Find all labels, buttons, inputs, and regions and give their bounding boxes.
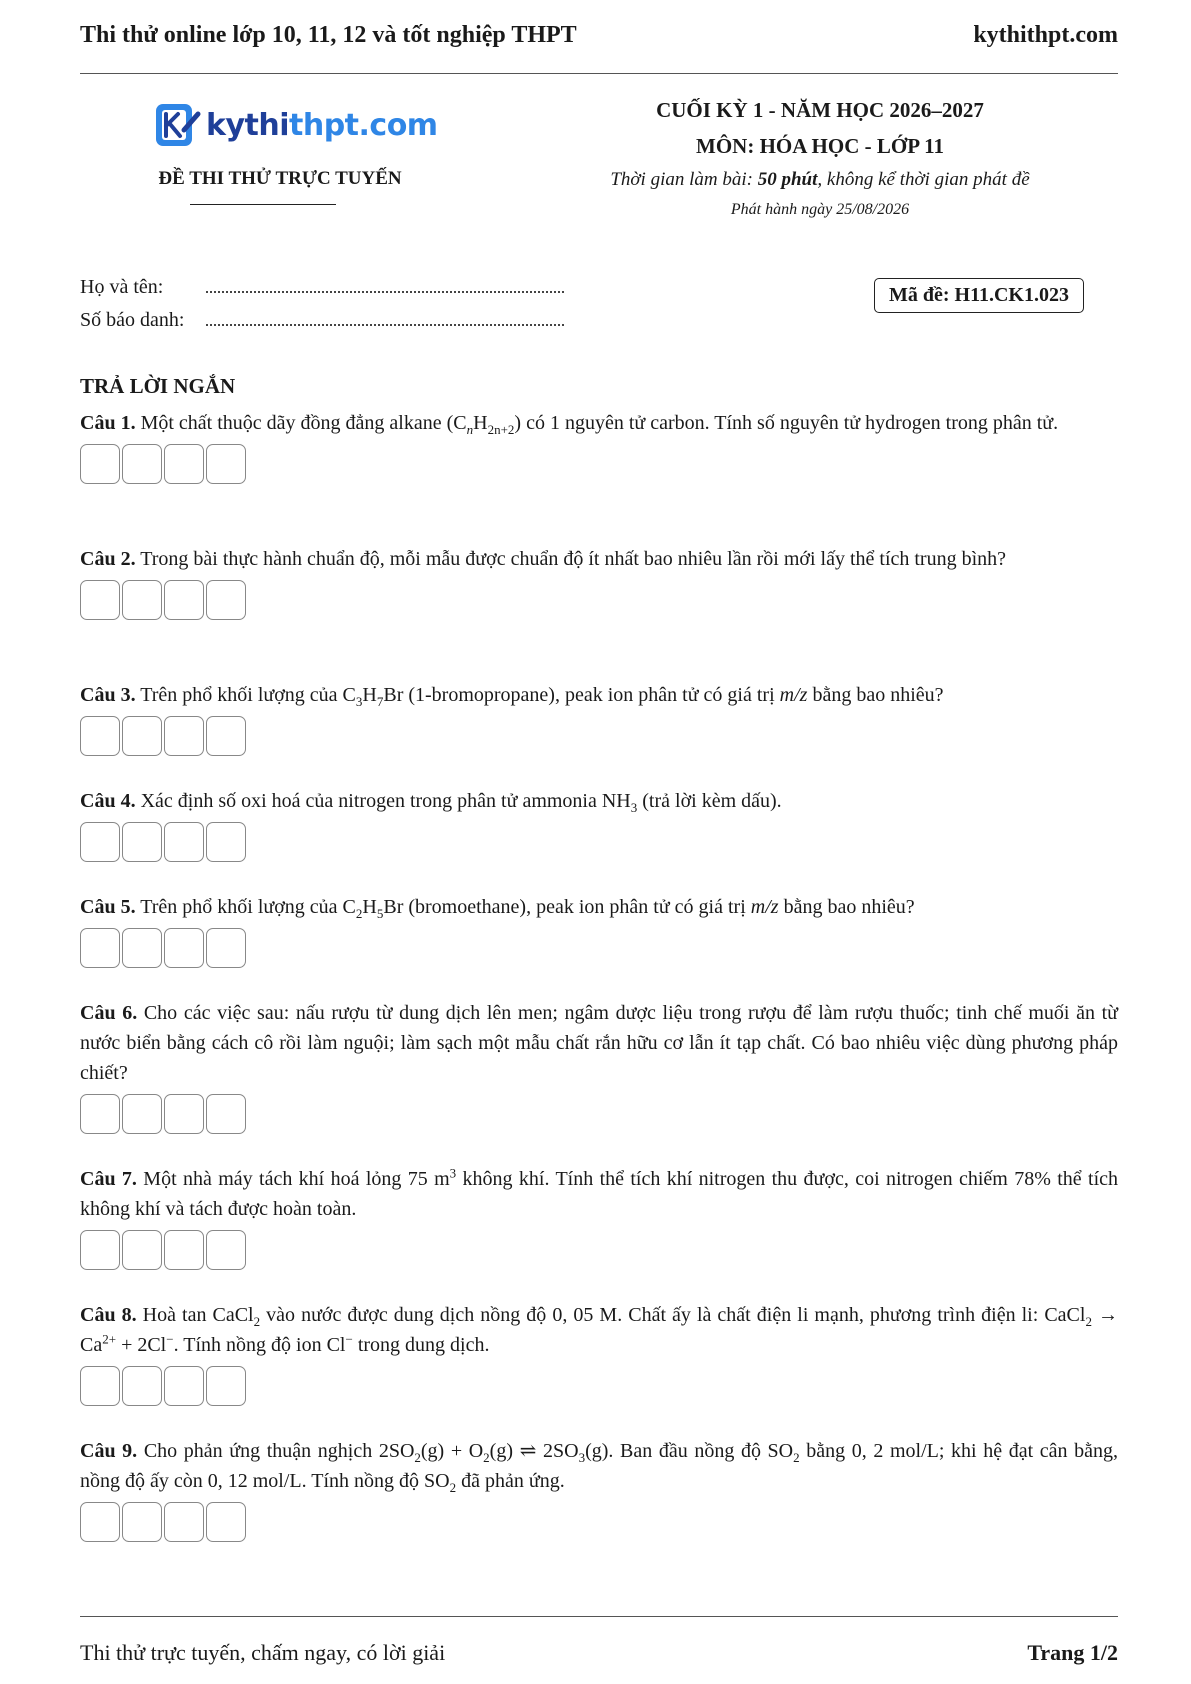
id-label: Số báo danh: [80,309,185,331]
answer-box[interactable] [80,1230,120,1270]
question-8: Câu 8. Hoà tan CaCl$_2$ vào nước được dung dịch nồng độ 0, 05 M. Chất ấy là chất điện li mạnh, phương trình điện li: CaCl$_2$ → $Ca^{2+} + 2Cl^-$. Tính nồng độ ion Cl− trong dung dịch. [80,1300,1118,1406]
answer-box[interactable] [206,580,246,620]
answer-box[interactable] [164,1502,204,1542]
answer-boxes [80,822,1118,862]
answer-box[interactable] [206,1094,246,1134]
page-number: Trang 1/2 [1027,1640,1118,1665]
exam-type-label: ĐỀ THI THỬ TRỰC TUYẾN [158,168,402,189]
answer-box[interactable] [164,716,204,756]
answer-box[interactable] [164,1094,204,1134]
exam-page [80,0,1118,1684]
answer-boxes [80,1094,1118,1134]
answer-box[interactable] [80,716,120,756]
answer-box[interactable] [80,1502,120,1542]
question-3: Câu 3. Trên phổ khối lượng của $C_3H_7Br$ (1-bromopropane), peak ion phân tử có giá trị m/z bằng bao nhiêu? [80,680,1118,756]
answer-box[interactable] [206,822,246,862]
header-divider [80,73,1118,74]
section-title: TRẢ LỜI NGẮN [80,374,236,398]
answer-box[interactable] [164,1230,204,1270]
answer-box[interactable] [80,822,120,862]
answer-boxes [80,1230,1118,1270]
answer-box[interactable] [164,1366,204,1406]
answer-boxes [80,1366,1118,1406]
answer-box[interactable] [122,1094,162,1134]
answer-boxes [80,716,1118,756]
question-7: Câu 7. Một nhà máy tách khí hoá lỏng 75 $m^3$ không khí. Tính thể tích khí nitrogen thu được, coi nitrogen chiếm 78% thể tích không khí và tách được hoàn toàn. [80,1164,1118,1270]
answer-box[interactable] [122,716,162,756]
answer-boxes [80,928,1118,968]
question-9: Câu 9. Cho phản ứng thuận nghịch $2SO_2(g) + O_2(g)$ ⇌ $2SO_3(g)$. Ban đầu nồng độ $SO_2$ bằng 0, 2 mol/L; khi hệ đạt cân bằng, nồng độ ấy còn 0, 12 mol/L. Tính nồng độ $SO_2$ đã phản ứng. [80,1436,1118,1542]
answer-box[interactable] [206,1230,246,1270]
name-field[interactable] [206,271,564,293]
answer-box[interactable] [80,580,120,620]
name-row [80,266,564,299]
logo-wordmark: kythithpt.com [206,107,438,143]
answer-box[interactable] [206,1366,246,1406]
answer-box[interactable] [164,822,204,862]
answer-box[interactable] [206,1502,246,1542]
site-logo [154,100,438,150]
footer-tagline: Thi thử trực tuyến, chấm ngay, có lời giải [80,1640,446,1665]
question-4: Câu 4. Xác định số oxi hoá của nitrogen trong phân tử ammonia $NH_3$ (trả lời kèm dấu). [80,786,1118,862]
exam-release-date: Phát hành ngày 25/08/2026 [730,201,910,218]
question-1: Câu 1. Một chất thuộc dãy đồng đẳng alkane $(C_nH_{2n+2})$ có 1 nguyên tử carbon. Tính số nguyên tử hydrogen trong phân tử. [80,408,1118,484]
exam-type-underline [190,204,336,205]
answer-box[interactable] [206,444,246,484]
answer-box[interactable] [80,444,120,484]
question-2: Câu 2. Trong bài thực hành chuẩn độ, mỗi mẫu được chuẩn độ ít nhất bao nhiêu lần rồi mới lấy thể tích trung bình? [80,544,1118,620]
student-fields [80,266,564,332]
answer-boxes [80,1502,1118,1542]
answer-box[interactable] [164,928,204,968]
answer-box[interactable] [122,1502,162,1542]
answer-box[interactable] [206,928,246,968]
answer-box[interactable] [122,822,162,862]
answer-boxes [80,444,1118,484]
logo-icon [154,100,202,150]
exam-subject: MÔN: HÓA HỌC - LỚP 11 [696,134,944,158]
exam-term: CUỐI KỲ 1 - NĂM HỌC 2026–2027 [656,98,984,122]
answer-box[interactable] [122,1230,162,1270]
answer-box[interactable] [80,1094,120,1134]
answer-box[interactable] [122,444,162,484]
id-row [80,299,564,332]
exam-code-badge: Mã đề: H11.CK1.023 [874,278,1084,313]
answer-box[interactable] [122,1366,162,1406]
name-label: Họ và tên: [80,276,164,298]
answer-box[interactable] [122,580,162,620]
answer-box[interactable] [164,580,204,620]
answer-box[interactable] [164,444,204,484]
answer-box[interactable] [80,1366,120,1406]
header-site: kythithpt.com [973,22,1118,48]
answer-boxes [80,580,1118,620]
page-footer [80,1640,1118,1666]
answer-box[interactable] [80,928,120,968]
question-5: Câu 5. Trên phổ khối lượng của $C_2H_5Br$ (bromoethane), peak ion phân tử có giá trị m/z bằng bao nhiêu? [80,892,1118,968]
page-header [80,22,1118,49]
question-6: Câu 6. Cho các việc sau: nấu rượu từ dung dịch lên men; ngâm dược liệu trong rượu để làm rượu thuốc; tinh chế muối ăn từ nước biển bằng cách cô rồi làm nguội; làm sạch một mẫu chất rắn hữu cơ lẫn ít tạp chất. Có bao nhiêu việc dùng phương pháp chiết? [80,998,1118,1134]
header-title: Thi thử online lớp 10, 11, 12 và tốt nghiệp THPT [80,22,577,48]
answer-box[interactable] [206,716,246,756]
footer-divider [80,1616,1118,1617]
exam-info [560,98,1080,219]
answer-box[interactable] [122,928,162,968]
id-field[interactable] [206,304,564,326]
exam-duration: Thời gian làm bài: 50 phút, không kể thời gian phát đề [610,169,1030,190]
